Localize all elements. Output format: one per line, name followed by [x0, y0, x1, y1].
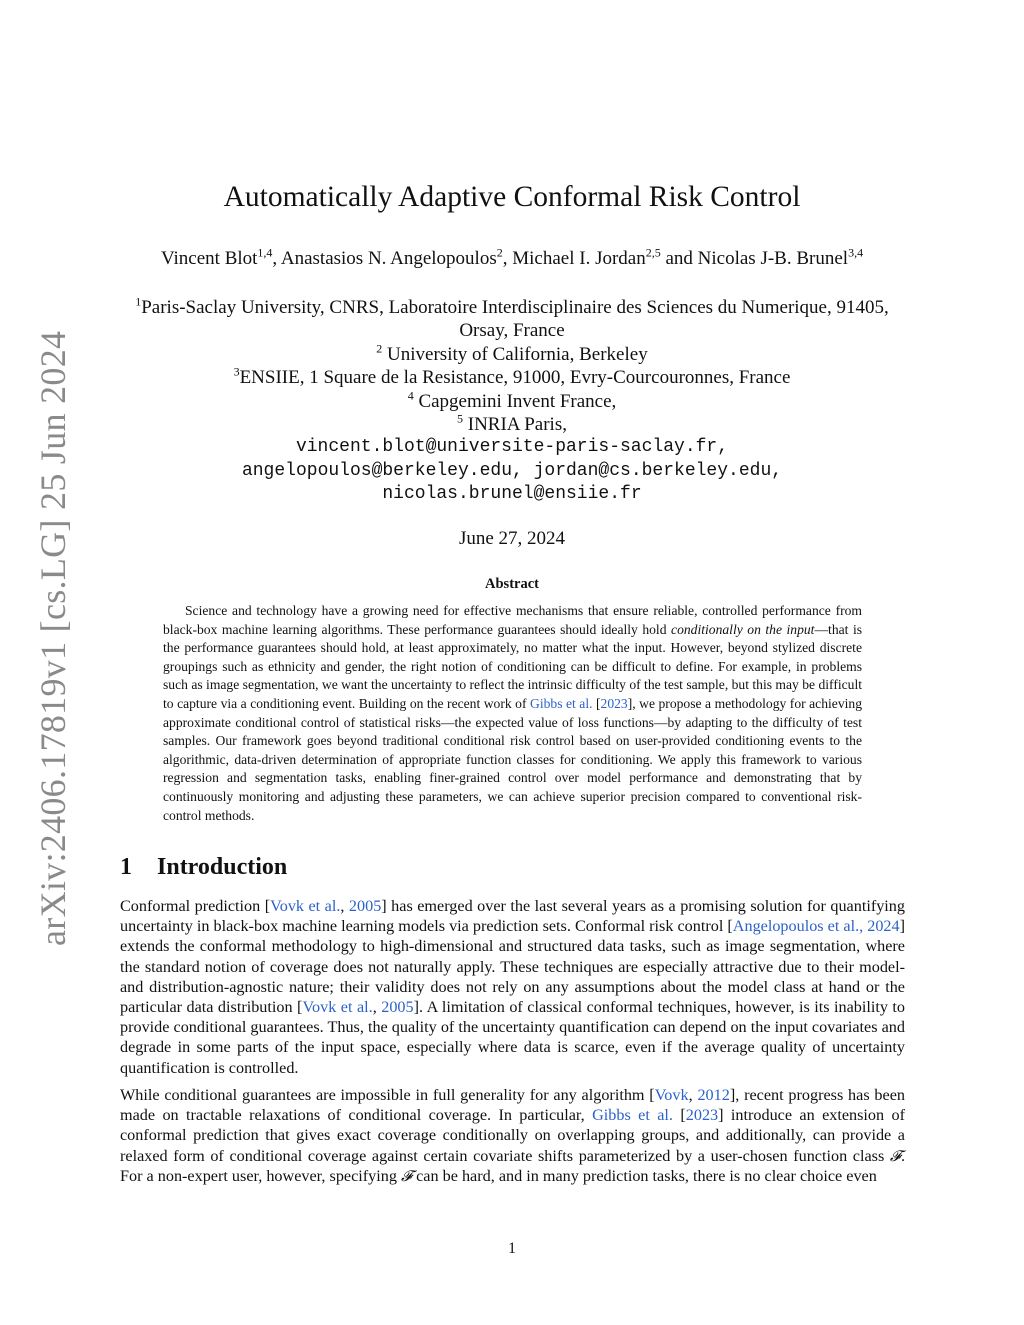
- author-affiliation-mark: 3,4: [848, 245, 864, 260]
- body-paragraph: [120, 1085, 905, 1186]
- author-separator: and: [660, 248, 698, 269]
- citation-year-link[interactable]: 2005: [348, 897, 382, 915]
- paragraph-text: ] has emerged over the last several years as a promising solution for quantifying uncertainty in black-box machine learning models via prediction sets. Conformal risk control [: [120, 897, 905, 936]
- citation-link[interactable]: Angelopoulos et al., 2024: [732, 917, 900, 936]
- abstract-text: , we propose a methodology for achieving approximate conditional control of statistical risks—the expected value of loss functions—by adapting to the difficulty of test samples. Our framework goes beyond traditional conditional risk control based on user-provided conditioning events to the algorithmic, data-driven determination of appropriate function classes for conditioning. We apply this framework to various regression and segmentation tasks, enabling finer-grained control over model performance and demonstrating that by continuously monitoring and adjusting these parameters, we can achieve superior precision compared to conventional risk-control methods.: [163, 695, 862, 823]
- author-affiliation-mark: 2: [496, 245, 503, 260]
- citation-year-link[interactable]: 2005: [381, 998, 414, 1017]
- paper-date: June 27, 2024: [458, 528, 566, 549]
- affiliation-mark: 3: [233, 364, 240, 379]
- abstract-text: —that is the performance guarantees should hold, at least approximately, no matter what the input. However, beyond stylized discrete groupings such as ethnicity and gender, the right notion of conditioning can be difficult to define. For example, in problems such as image segmentation, we want the uncertainty to reflect the intrinsic difficulty of the test sample, but this may be difficult to capture via a conditioning event. Building on the recent work of: [163, 621, 863, 711]
- affiliation-text: INRIA Paris,: [463, 414, 567, 436]
- affiliation-mark: 4: [407, 388, 414, 403]
- email-line: vincent.blot@universite-paris-saclay.fr,: [295, 437, 729, 458]
- paragraph-text: While conditional guarantees are impossible in full generality for any algorithm [: [120, 1086, 655, 1104]
- abstract-body: Science and technology have a growing need for effective mechanisms that ensure reliable, controlled performance from black-box machine learning algorithms. These performance guarantees should ideally hold conditionally on the input—that is the performance guarantees should hold, at least approximately, no matter what the input. However, beyond stylized discrete groupings such as ethnicity and gender, the right notion of conditioning can be difficult to define. For example, in problems such as image segmentation, we want the uncertainty to reflect the intrinsic difficulty of the test sample, but this may be difficult to capture via a conditioning event. Building on the recent work of Gibbs et al. [2023], we propose a methodology for achieving approximate conditional control of statistical risks—the expected value of loss functions—by adapting to the difficulty of test samples. Our framework goes beyond traditional conditional risk control based on user-provided conditioning events to the algorithmic, data-driven determination of appropriate function classes for conditioning. We apply this framework to various regression and segmentation tasks, enabling finer-grained control over model performance and demonstrating that by continuously monitoring and adjusting these parameters, we can achieve superior precision compared to conventional risk-control methods.: [163, 603, 863, 823]
- body-paragraph: [120, 896, 905, 1078]
- email-line: angelopoulos@berkeley.edu, jordan@cs.berkeley.edu,: [241, 460, 783, 481]
- abstract-emphasis: conditionally on the input: [671, 621, 815, 637]
- citation-year-link[interactable]: 2012: [697, 1086, 730, 1104]
- page-number: 1: [508, 1240, 516, 1257]
- affiliation-line: [112, 296, 912, 343]
- paragraph-text: ] introduce an extension of conformal prediction that gives exact coverage conditionally on overlapping groups, and additionally, can provide a relaxed form of conditional coverage against certain covariate shifts parameterized by a user-chosen function class: [120, 1106, 905, 1165]
- author-separator: ,: [502, 248, 513, 269]
- paragraph-text: can be hard, and in many prediction tasks, there is no clear choice even: [412, 1166, 877, 1185]
- paragraph-text: . For a non-expert user, however, specifying: [120, 1146, 905, 1185]
- affiliation-text: Paris-Saclay University, CNRS, Laboratoire Interdisciplinaire des Sciences du Numerique, 91405, Orsay, France: [141, 297, 889, 342]
- paragraph-text: ], recent progress has been made on tractable relaxations of conditional coverage. In particular,: [120, 1086, 905, 1125]
- affiliation-text: ENSIIE, 1 Square de la Resistance, 91000, Evry-Courcouronnes, France: [239, 367, 791, 389]
- citation-link[interactable]: Gibbs et al.: [592, 1106, 673, 1125]
- paper-title: Automatically Adaptive Conformal Risk Control: [223, 181, 801, 213]
- citation-link[interactable]: Vovk et al.: [270, 897, 341, 915]
- citation-year-link[interactable]: 2023: [685, 1106, 719, 1125]
- section-title: Introduction: [157, 854, 288, 880]
- citation-year-link[interactable]: 2023: [600, 695, 628, 711]
- citation-separator: ,: [688, 1086, 698, 1104]
- affiliation-line: [112, 390, 912, 413]
- affiliation-mark: 2: [376, 341, 383, 356]
- author-name: Michael I. Jordan: [512, 248, 646, 269]
- author-name: Vincent Blot: [160, 248, 258, 269]
- email-line: nicolas.brunel@ensiie.fr: [382, 484, 642, 505]
- paragraph-text: Conformal prediction [: [120, 897, 271, 915]
- author-affiliation-mark: 1,4: [257, 245, 273, 260]
- author-list: [0, 245, 1024, 273]
- author-affiliation-mark: 2,5: [645, 245, 661, 260]
- paragraph-text: ]. A limitation of classical conformal techniques, however, is its inability to provide conditional guarantees. Thus, the quality of the uncertainty quantification can depend on the input covariates and degrade in some parts of the input space, especially where data is scarce, even if the average quality of uncertainty quantification is controlled.: [120, 998, 906, 1077]
- affiliation-line: [112, 343, 912, 366]
- citation-link[interactable]: Gibbs et al.: [530, 695, 593, 711]
- citation-link[interactable]: Vovk et al.: [302, 998, 373, 1017]
- citation-separator: ,: [372, 998, 382, 1017]
- author-separator: ,: [272, 248, 281, 269]
- paragraph-text: ] extends the conformal methodology to high-dimensional and structured data tasks, such as image segmentation, where the standard notion of coverage does not naturally apply. These techniques are especially attractive due to their model- and distribution-agnostic nature; their validity does not rely on any assumptions about the model class at hand or the particular data distribution [: [120, 917, 905, 1017]
- affiliation-mark: 1: [135, 294, 142, 309]
- affiliation-line: [112, 413, 912, 436]
- arxiv-identifier-stamp: arXiv:2406.17819v1 [cs.LG] 25 Jun 2024: [33, 330, 73, 946]
- section-number: 1: [120, 854, 132, 880]
- abstract-text: Science and technology have a growing need for effective mechanisms that ensure reliable, controlled performance from black-box machine learning algorithms. These performance guarantees should ideally hold: [163, 603, 862, 637]
- function-class-symbol: 𝓕: [401, 1166, 413, 1185]
- author-name: Nicolas J-B. Brunel: [697, 248, 849, 269]
- citation-separator: ,: [340, 897, 349, 915]
- affiliation-line: [112, 366, 912, 389]
- affiliation-text: University of California, Berkeley: [382, 343, 648, 365]
- abstract-heading: Abstract: [485, 576, 539, 592]
- affiliation-mark: 5: [457, 411, 463, 426]
- section-heading: [120, 851, 620, 883]
- affiliation-block: [112, 296, 912, 507]
- citation-link[interactable]: Vovk: [654, 1086, 689, 1104]
- author-name: Anastasios N. Angelopoulos: [280, 248, 497, 269]
- paragraph-text: [: [672, 1106, 686, 1125]
- function-class-symbol: 𝓕: [889, 1146, 901, 1165]
- affiliation-text: Capgemini Invent France,: [413, 390, 617, 412]
